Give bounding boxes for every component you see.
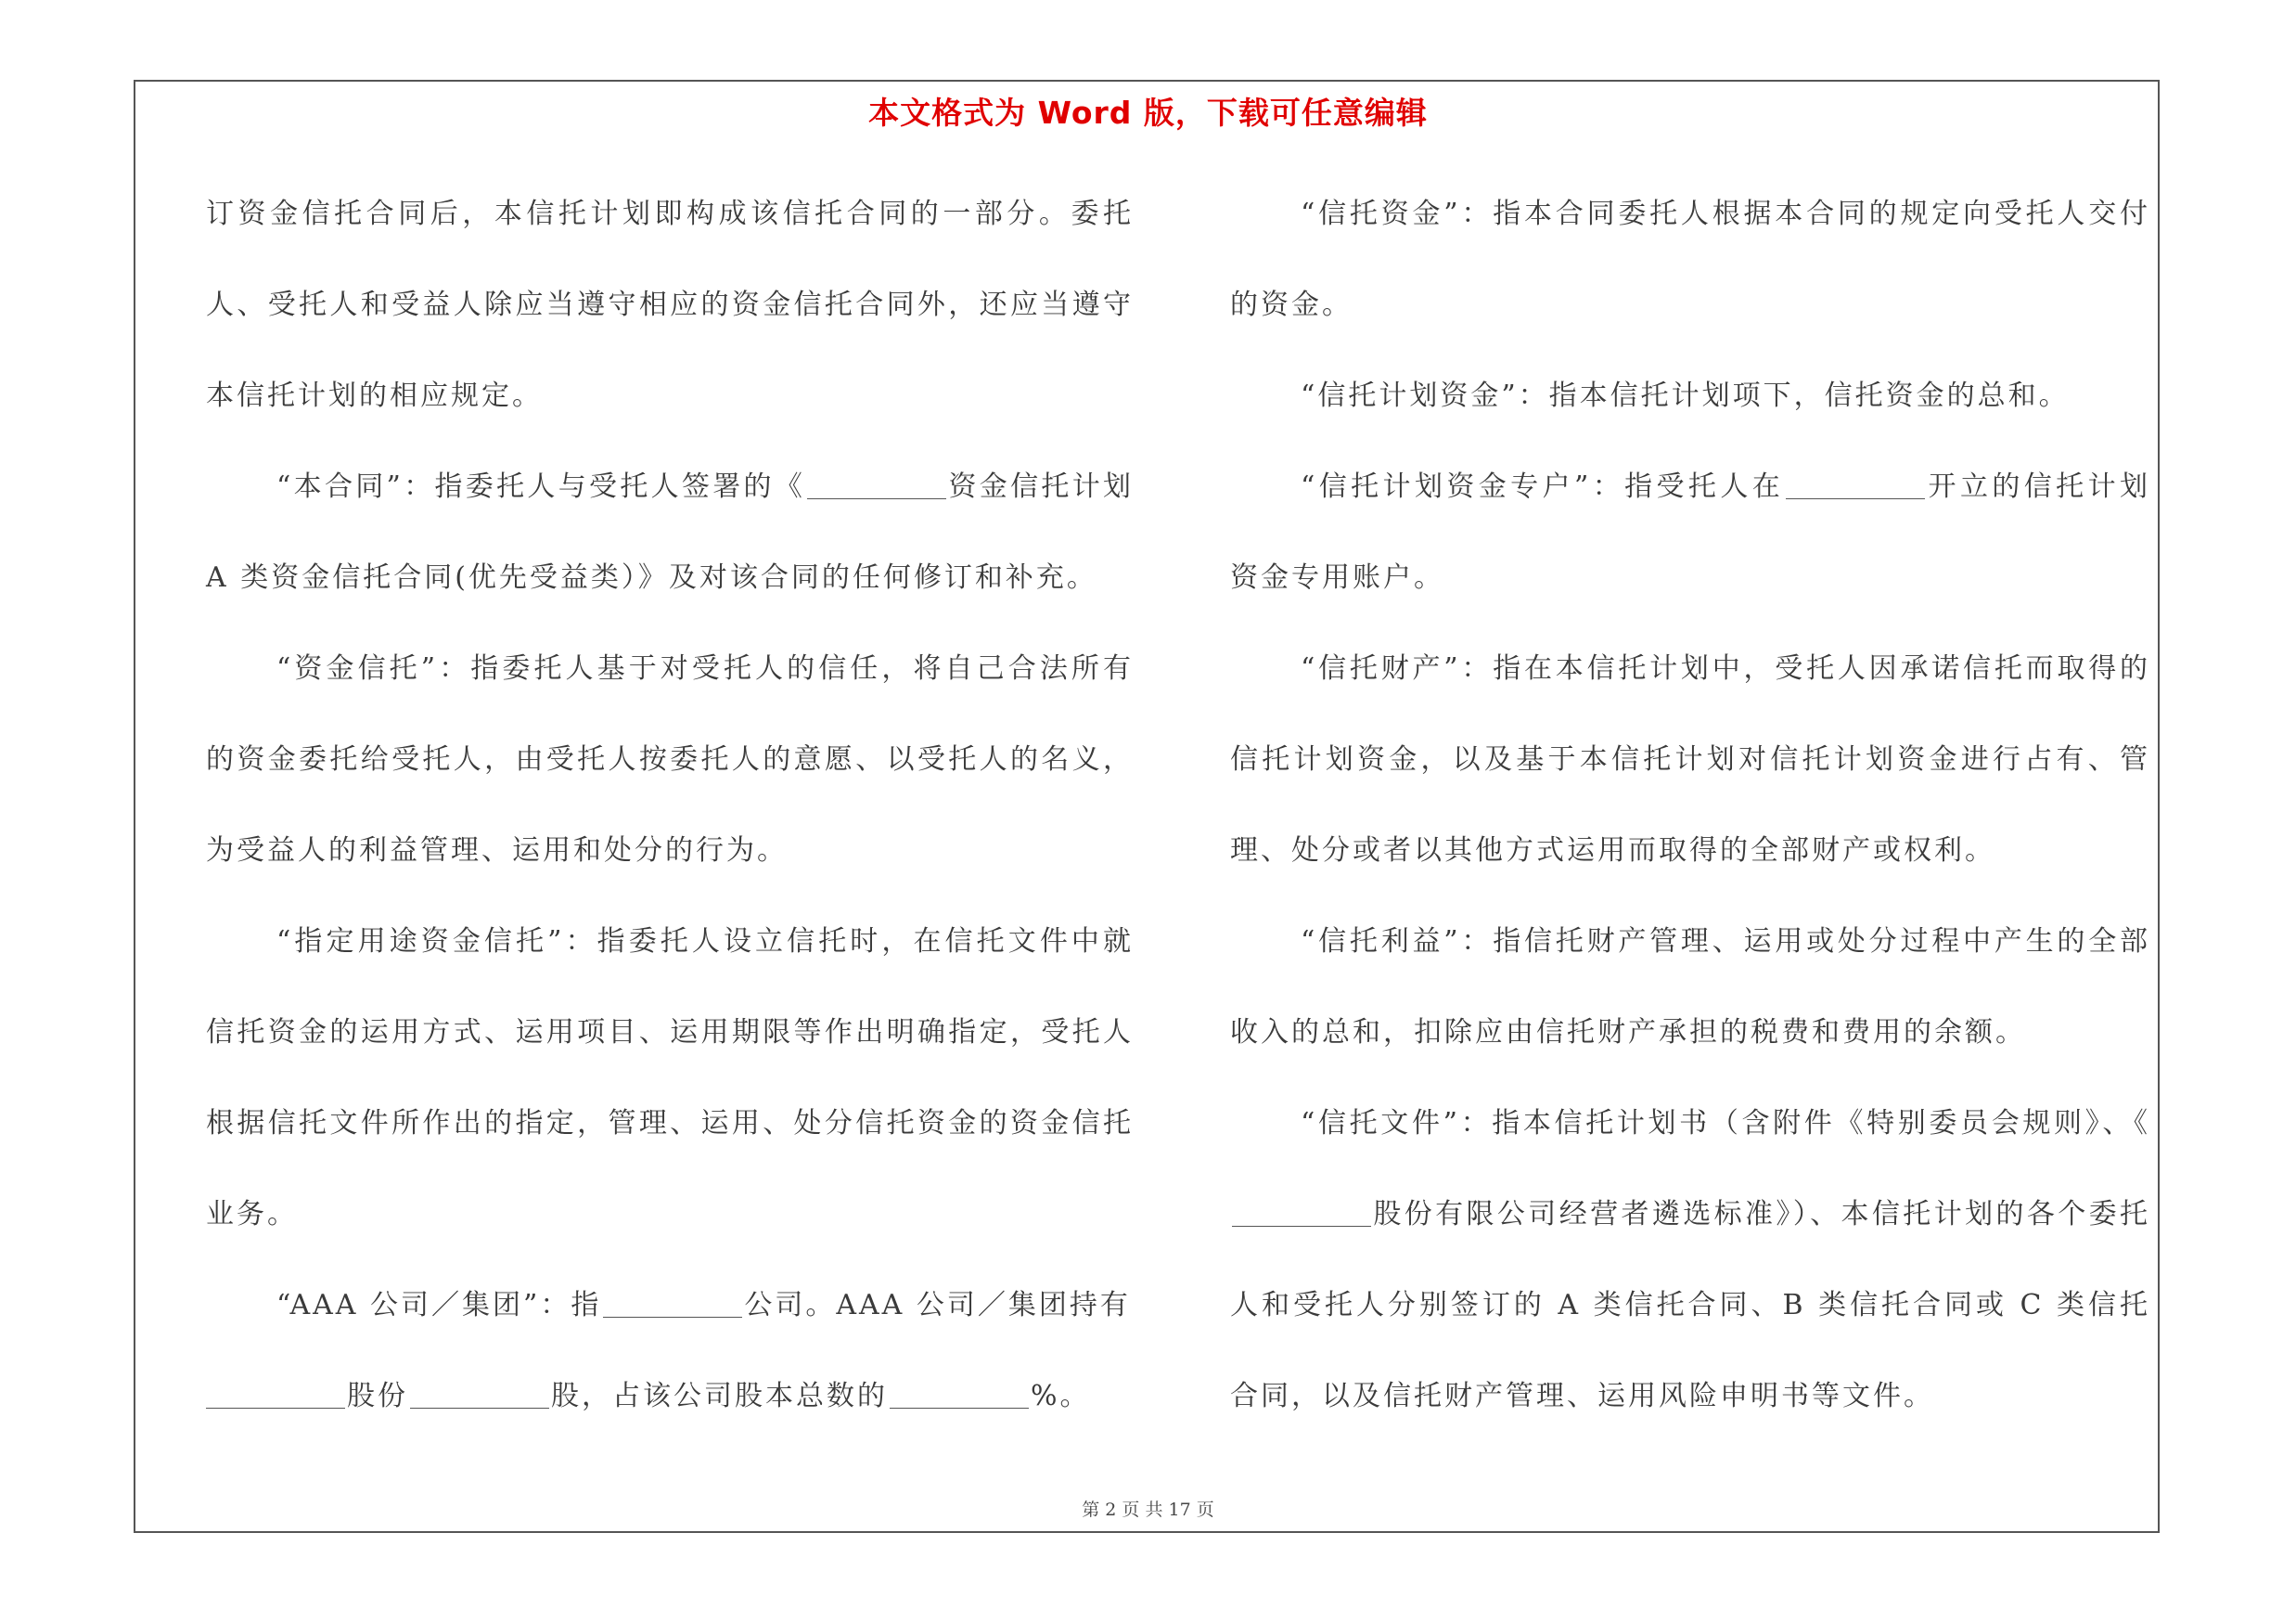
paragraph-plan-funds: “信托计划资金”：指本信托计划项下，信托资金的总和。 bbox=[1301, 380, 2070, 412]
paragraph-trust-documents: “信托文件”：指本信托计划书（含附件《特别委员会规则》、《股份有限公司经营者遴选标准》）、本信托计划的各个委托人和受托人分别签订的 A 类信托合同、B 类信托合同或 C 类信托合同，以及信托财产管理、运用风险申明书等文件。 bbox=[1230, 1107, 2150, 1412]
blank-line bbox=[410, 1380, 549, 1409]
paragraph-aaa-company: “AAA 公司／集团”：指 公司。AAA 公司／集团持有 股份 股，占该公司股本总数的 %。 bbox=[206, 1260, 1134, 1442]
format-banner: 本文格式为 Word 版，下载可任意编辑 bbox=[868, 95, 1428, 131]
right-column bbox=[1230, 169, 2150, 1442]
paragraph-fund-trust: “资金信托”：指委托人基于对受托人的信任，将自己合法所有的资金委托给受托人，由受托人按委托人的意愿、以受托人的名义，为受益人的利益管理、运用和处分的行为。 bbox=[206, 652, 1134, 867]
paragraph-trust-funds: “信托资金”：指本合同委托人根据本合同的规定向受托人交付的资金。 bbox=[1230, 198, 2150, 321]
paragraph-trust-property: “信托财产”：指在本信托计划中，受托人因承诺信托而取得的信托计划资金，以及基于本信托计划对信托计划资金进行占有、管理、处分或者以其他方式运用而取得的全部财产或权利。 bbox=[1230, 652, 2150, 867]
paragraph-trust-benefit: “信托利益”：指信托财产管理、运用或处分过程中产生的全部收入的总和，扣除应由信托财产承担的税费和费用的余额。 bbox=[1230, 925, 2150, 1049]
blank-line bbox=[890, 1380, 1029, 1409]
blank-line bbox=[603, 1289, 742, 1318]
blank-line bbox=[1786, 470, 1925, 499]
paragraph: 订资金信托合同后，本信托计划即构成该信托合同的一部分。委托人、受托人和受益人除应当遵守相应的资金信托合同外，还应当遵守本信托计划的相应规定。 bbox=[206, 198, 1134, 412]
page-number: 第 2 页 共 17 页 bbox=[1082, 1500, 1214, 1520]
blank-line bbox=[206, 1380, 345, 1409]
paragraph-plan-account: “信托计划资金专户”：指受托人在 开立的信托计划资金专用账户。 bbox=[1230, 470, 2150, 594]
blank-line bbox=[807, 470, 946, 499]
blank-line bbox=[1232, 1198, 1371, 1227]
left-column bbox=[206, 169, 1134, 1442]
paragraph-designated-trust: “指定用途资金信托”：指委托人设立信托时，在信托文件中就信托资金的运用方式、运用项目、运用期限等作出明确指定，受托人根据信托文件所作出的指定，管理、运用、处分信托资金的资金信托业务。 bbox=[206, 925, 1134, 1230]
paragraph-contract-definition: “本合同”：指委托人与受托人签署的《 资金信托计划 A 类资金信托合同(优先受益类）》及对该合同的任何修订和补充。 bbox=[206, 470, 1134, 594]
